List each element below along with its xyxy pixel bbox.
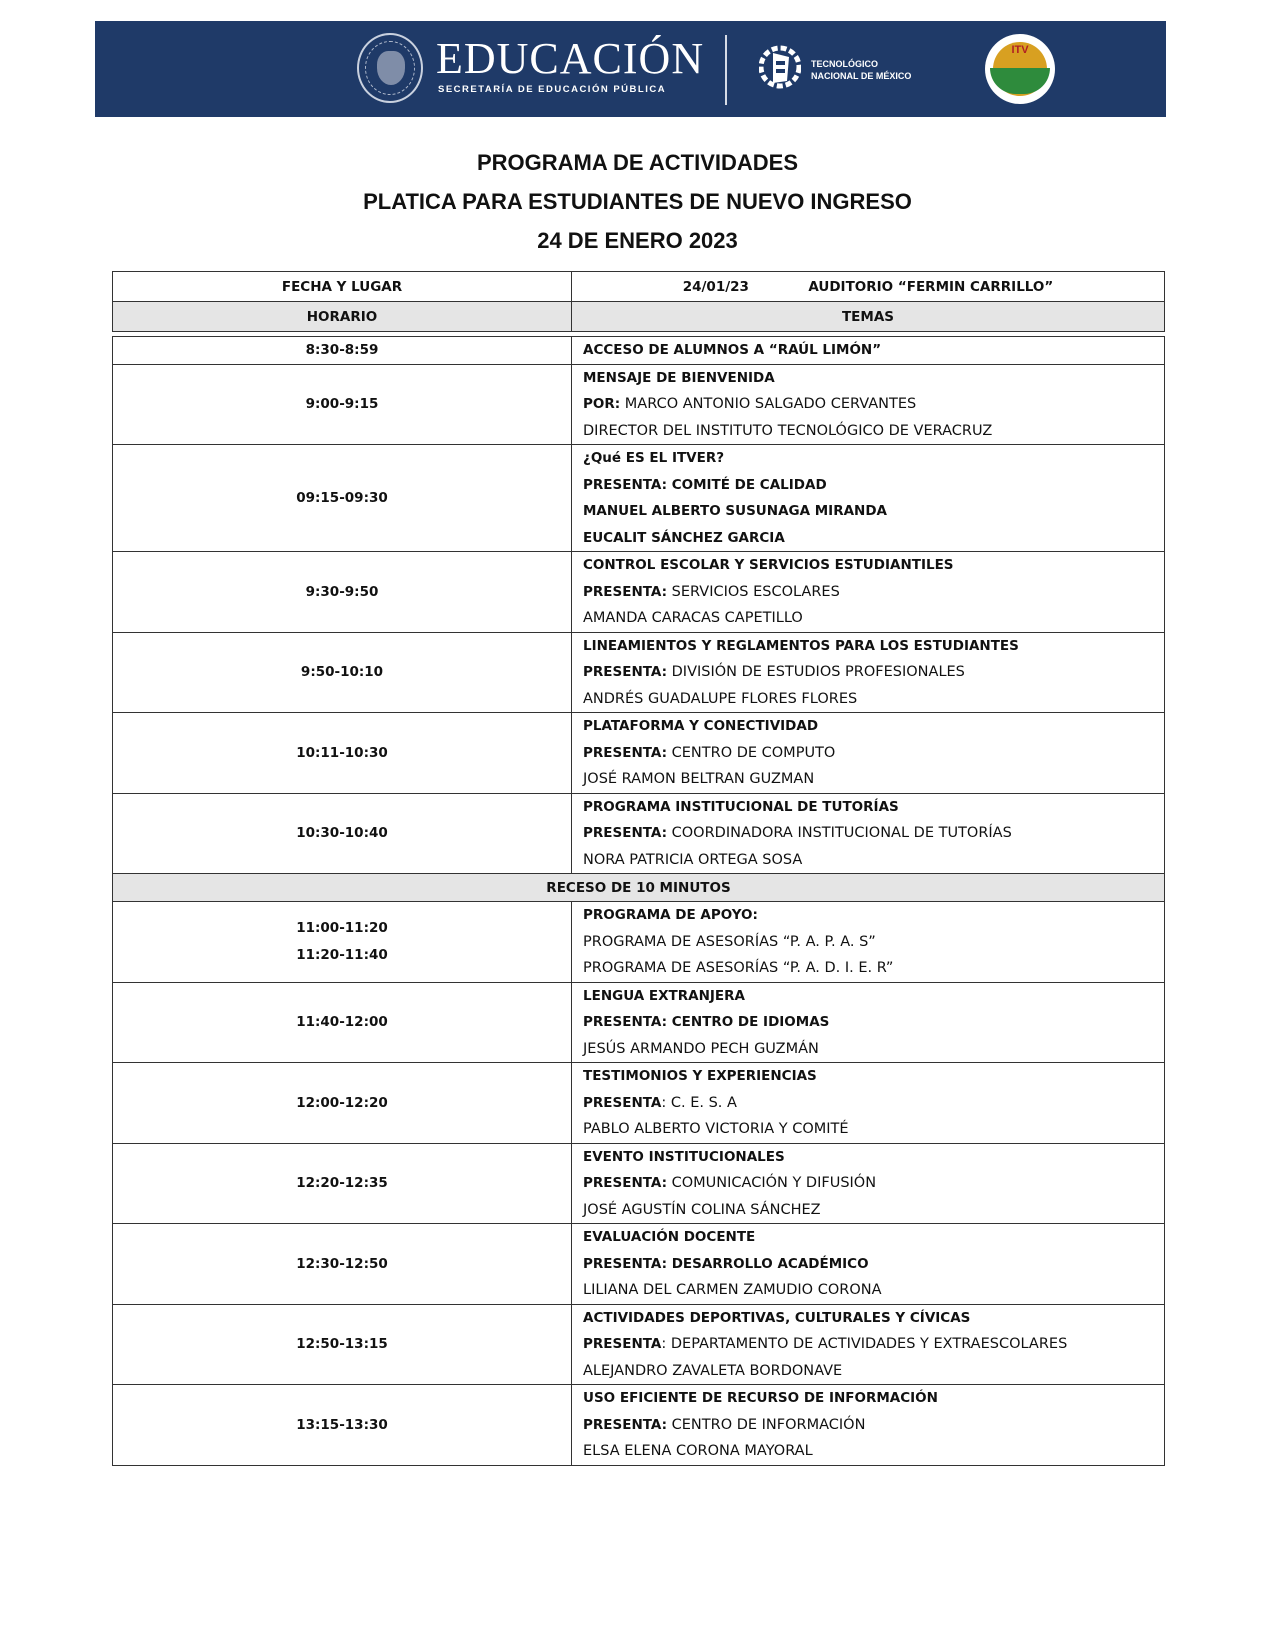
time-value: 12:30-12:50	[296, 1255, 388, 1272]
topic-title: EVENTO INSTITUCIONALES	[583, 1148, 785, 1165]
sep-subtitle: SECRETARÍA DE EDUCACIÓN PÚBLICA	[438, 84, 667, 95]
time-value: 12:20-12:35	[296, 1175, 388, 1192]
presenter-label: PRESENTA: CENTRO DE IDIOMAS	[583, 1014, 830, 1030]
time-value: 12:50-13:15	[296, 1336, 388, 1353]
schedule-row	[113, 1063, 1165, 1144]
schedule-row	[113, 793, 1165, 874]
presenter-line	[583, 579, 1164, 606]
time-value: 10:11-10:30	[296, 744, 388, 761]
schedule-row	[113, 982, 1165, 1063]
topic-cell	[572, 1304, 1165, 1385]
presenter-value: : DEPARTAMENTO DE ACTIVIDADES Y EXTRAESCOLARES	[661, 1336, 1068, 1352]
topic-cell	[572, 1385, 1165, 1466]
time-cell	[113, 713, 572, 794]
presenter-name: NORA PATRICIA ORTEGA SOSA	[583, 851, 803, 868]
time-cell	[113, 793, 572, 874]
time-value: 11:40-12:00	[296, 1014, 388, 1031]
topic-title: EVALUACIÓN DOCENTE	[583, 1229, 756, 1245]
presenter-value: SERVICIOS ESCOLARES	[667, 583, 840, 600]
time-value: 11:00-11:20	[296, 920, 388, 937]
topic-cell	[572, 337, 1165, 365]
temas-header: TEMAS	[572, 302, 1165, 332]
program-line: PROGRAMA DE ASESORÍAS “P. A. D. I. E. R”	[583, 960, 894, 976]
presenter-line	[583, 1412, 1164, 1439]
fecha-value-cell	[572, 272, 1165, 302]
activities-table	[112, 271, 1165, 1466]
presenter-line	[583, 1251, 1164, 1278]
topic-cell	[572, 713, 1165, 794]
schedule-row	[113, 1304, 1165, 1385]
topic-title: CONTROL ESCOLAR Y SERVICIOS ESTUDIANTILES	[583, 557, 954, 573]
topic-title: PROGRAMA DE APOYO:	[583, 907, 758, 923]
presenter-label: PRESENTA:	[583, 664, 668, 680]
presenter-line	[583, 391, 1164, 418]
presenter-line	[583, 1331, 1164, 1358]
topic-cell	[572, 552, 1165, 633]
time-value: 12:00-12:20	[296, 1094, 388, 1111]
time-value-2: 11:20-11:40	[296, 946, 388, 963]
topic-cell	[572, 1224, 1165, 1305]
presenter-line	[583, 472, 1164, 499]
presenter-name: DIRECTOR DEL INSTITUTO TECNOLÓGICO DE VERACRUZ	[583, 422, 993, 439]
educacion-logo-text: EDUCACIÓN	[436, 34, 705, 83]
presenter-label: POR:	[583, 396, 621, 412]
topic-title: LINEAMIENTOS Y REGLAMENTOS PARA LOS ESTUDIANTES	[583, 637, 1019, 654]
document-subtitle: PLATICA PARA ESTUDIANTES DE NUEVO INGRESO	[363, 189, 912, 214]
presenter-name: ALEJANDRO ZAVALETA BORDONAVE	[583, 1362, 843, 1379]
itv-logo-text: ITV	[1011, 44, 1029, 56]
presenter-label: PRESENTA:	[583, 744, 668, 761]
itv-logo	[985, 34, 1055, 104]
presenter-label: PRESENTA	[583, 1094, 662, 1111]
presenter-value: CENTRO DE COMPUTO	[667, 744, 836, 761]
topic-title: PLATAFORMA Y CONECTIVIDAD	[583, 718, 819, 734]
time-value: 9:50-10:10	[300, 664, 384, 681]
topic-title: LENGUA EXTRANJERA	[583, 987, 745, 1004]
lugar-value: AUDITORIO “FERMIN CARRILLO”	[808, 278, 1054, 295]
presenter-name: ANDRÉS GUADALUPE FLORES FLORES	[583, 690, 858, 707]
presenter-name: JOSÉ RAMON BELTRAN GUZMAN	[583, 771, 815, 787]
presenter-line	[583, 1009, 1164, 1036]
time-value: 9:30-9:50	[305, 583, 379, 600]
document-title: PROGRAMA DE ACTIVIDADES	[476, 150, 799, 175]
time-cell	[113, 982, 572, 1063]
presenter-line	[583, 820, 1164, 847]
fecha-label: FECHA Y LUGAR	[113, 272, 572, 302]
presenter-name: PABLO ALBERTO VICTORIA Y COMITÉ	[583, 1121, 849, 1137]
fecha-row	[113, 272, 1165, 302]
schedule-row	[113, 445, 1165, 552]
time-cell	[113, 1063, 572, 1144]
time-cell	[113, 1385, 572, 1466]
presenter-line	[583, 1170, 1164, 1197]
topic-cell	[572, 632, 1165, 713]
fecha-value: 24/01/23	[682, 278, 749, 295]
presenter-label: PRESENTA	[583, 1336, 662, 1352]
presenter-label: PRESENTA: COMITÉ DE CALIDAD	[583, 476, 827, 493]
presenter-name: LILIANA DEL CARMEN ZAMUDIO CORONA	[583, 1282, 882, 1298]
logo-divider	[725, 35, 727, 105]
rows-after-break	[113, 902, 1165, 1466]
schedule-row	[113, 713, 1165, 794]
presenter-value: MARCO ANTONIO SALGADO CERVANTES	[620, 396, 917, 412]
eagle-icon	[377, 51, 405, 85]
presenter-line	[583, 1090, 1164, 1117]
tecnm-text	[811, 58, 911, 82]
schedule-row	[113, 1224, 1165, 1305]
presenter-label: PRESENTA: DESARROLLO ACADÉMICO	[583, 1255, 869, 1272]
header-banner	[95, 21, 1166, 117]
presenter-value: COMUNICACIÓN Y DIFUSIÓN	[667, 1175, 877, 1191]
presenter-label: PRESENTA:	[583, 825, 668, 841]
time-cell	[113, 902, 572, 983]
presenter-label: PRESENTA:	[583, 583, 668, 600]
schedule-row	[113, 1385, 1165, 1466]
time-value: 10:30-10:40	[296, 825, 388, 842]
presenter-name-2: EUCALIT SÁNCHEZ GARCIA	[583, 529, 785, 546]
topic-cell	[572, 982, 1165, 1063]
receso-label: RECESO DE 10 MINUTOS	[113, 874, 1165, 902]
presenter-name: AMANDA CARACAS CAPETILLO	[583, 610, 803, 626]
rows-before-break	[113, 337, 1165, 874]
time-cell	[113, 1304, 572, 1385]
receso-row	[113, 874, 1165, 902]
mexico-seal-logo	[357, 33, 423, 103]
schedule-row	[113, 364, 1165, 445]
time-cell	[113, 337, 572, 365]
time-cell	[113, 632, 572, 713]
schedule-row	[113, 1143, 1165, 1224]
topic-title: MENSAJE DE BIENVENIDA	[583, 369, 775, 386]
topic-cell	[572, 364, 1165, 445]
presenter-label: PRESENTA:	[583, 1175, 668, 1191]
schedule-row	[113, 337, 1165, 365]
schedule-row	[113, 902, 1165, 983]
presenter-name: JESÚS ARMANDO PECH GUZMÁN	[583, 1040, 819, 1057]
time-cell	[113, 552, 572, 633]
topic-cell	[572, 793, 1165, 874]
presenter-name: JOSÉ AGUSTÍN COLINA SÁNCHEZ	[583, 1201, 821, 1218]
topic-cell	[572, 902, 1165, 983]
time-value: 9:00-9:15	[305, 396, 379, 413]
presenter-value: : C. E. S. A	[661, 1094, 737, 1111]
topic-cell	[572, 1143, 1165, 1224]
topic-title: ACTIVIDADES DEPORTIVAS, CULTURALES Y CÍVICAS	[583, 1309, 971, 1326]
presenter-name: ELSA ELENA CORONA MAYORAL	[583, 1443, 813, 1459]
presenter-value: CENTRO DE INFORMACIÓN	[667, 1416, 866, 1433]
topic-title: ¿Qué ES EL ITVER?	[583, 450, 725, 466]
time-cell	[113, 1224, 572, 1305]
presenter-line	[583, 659, 1164, 686]
time-value: 8:30-8:59	[305, 342, 379, 359]
tecnm-line2: NACIONAL DE MÉXICO	[811, 71, 912, 81]
time-cell	[113, 364, 572, 445]
time-cell	[113, 1143, 572, 1224]
topic-title: USO EFICIENTE DE RECURSO DE INFORMACIÓN	[583, 1390, 938, 1406]
presenter-label: PRESENTA:	[583, 1416, 668, 1433]
document-date: 24 DE ENERO 2023	[537, 228, 738, 253]
topic-cell	[572, 1063, 1165, 1144]
horario-header: HORARIO	[113, 302, 572, 332]
schedule-row	[113, 552, 1165, 633]
program-line: PROGRAMA DE ASESORÍAS “P. A. P. A. S”	[583, 933, 876, 950]
time-value: 13:15-13:30	[296, 1416, 388, 1433]
presenter-name: MANUEL ALBERTO SUSUNAGA MIRANDA	[583, 503, 888, 519]
tecnm-gear-logo	[759, 35, 801, 99]
topic-title: TESTIMONIOS Y EXPERIENCIAS	[583, 1068, 817, 1084]
presenter-value: COORDINADORA INSTITUCIONAL DE TUTORÍAS	[667, 825, 1012, 841]
time-value: 09:15-09:30	[296, 490, 388, 506]
header-row	[113, 302, 1165, 332]
presenter-line	[583, 740, 1164, 767]
topic-title: ACCESO DE ALUMNOS A “RAÚL LIMÓN”	[583, 342, 882, 358]
topic-cell	[572, 445, 1165, 552]
tecnm-line1: TECNOLÓGICO	[811, 59, 878, 69]
itv-logo-leaves	[990, 68, 1050, 94]
schedule-row	[113, 632, 1165, 713]
topic-title: PROGRAMA INSTITUCIONAL DE TUTORÍAS	[583, 798, 899, 815]
presenter-value: DIVISIÓN DE ESTUDIOS PROFESIONALES	[667, 664, 965, 680]
time-cell	[113, 445, 572, 552]
